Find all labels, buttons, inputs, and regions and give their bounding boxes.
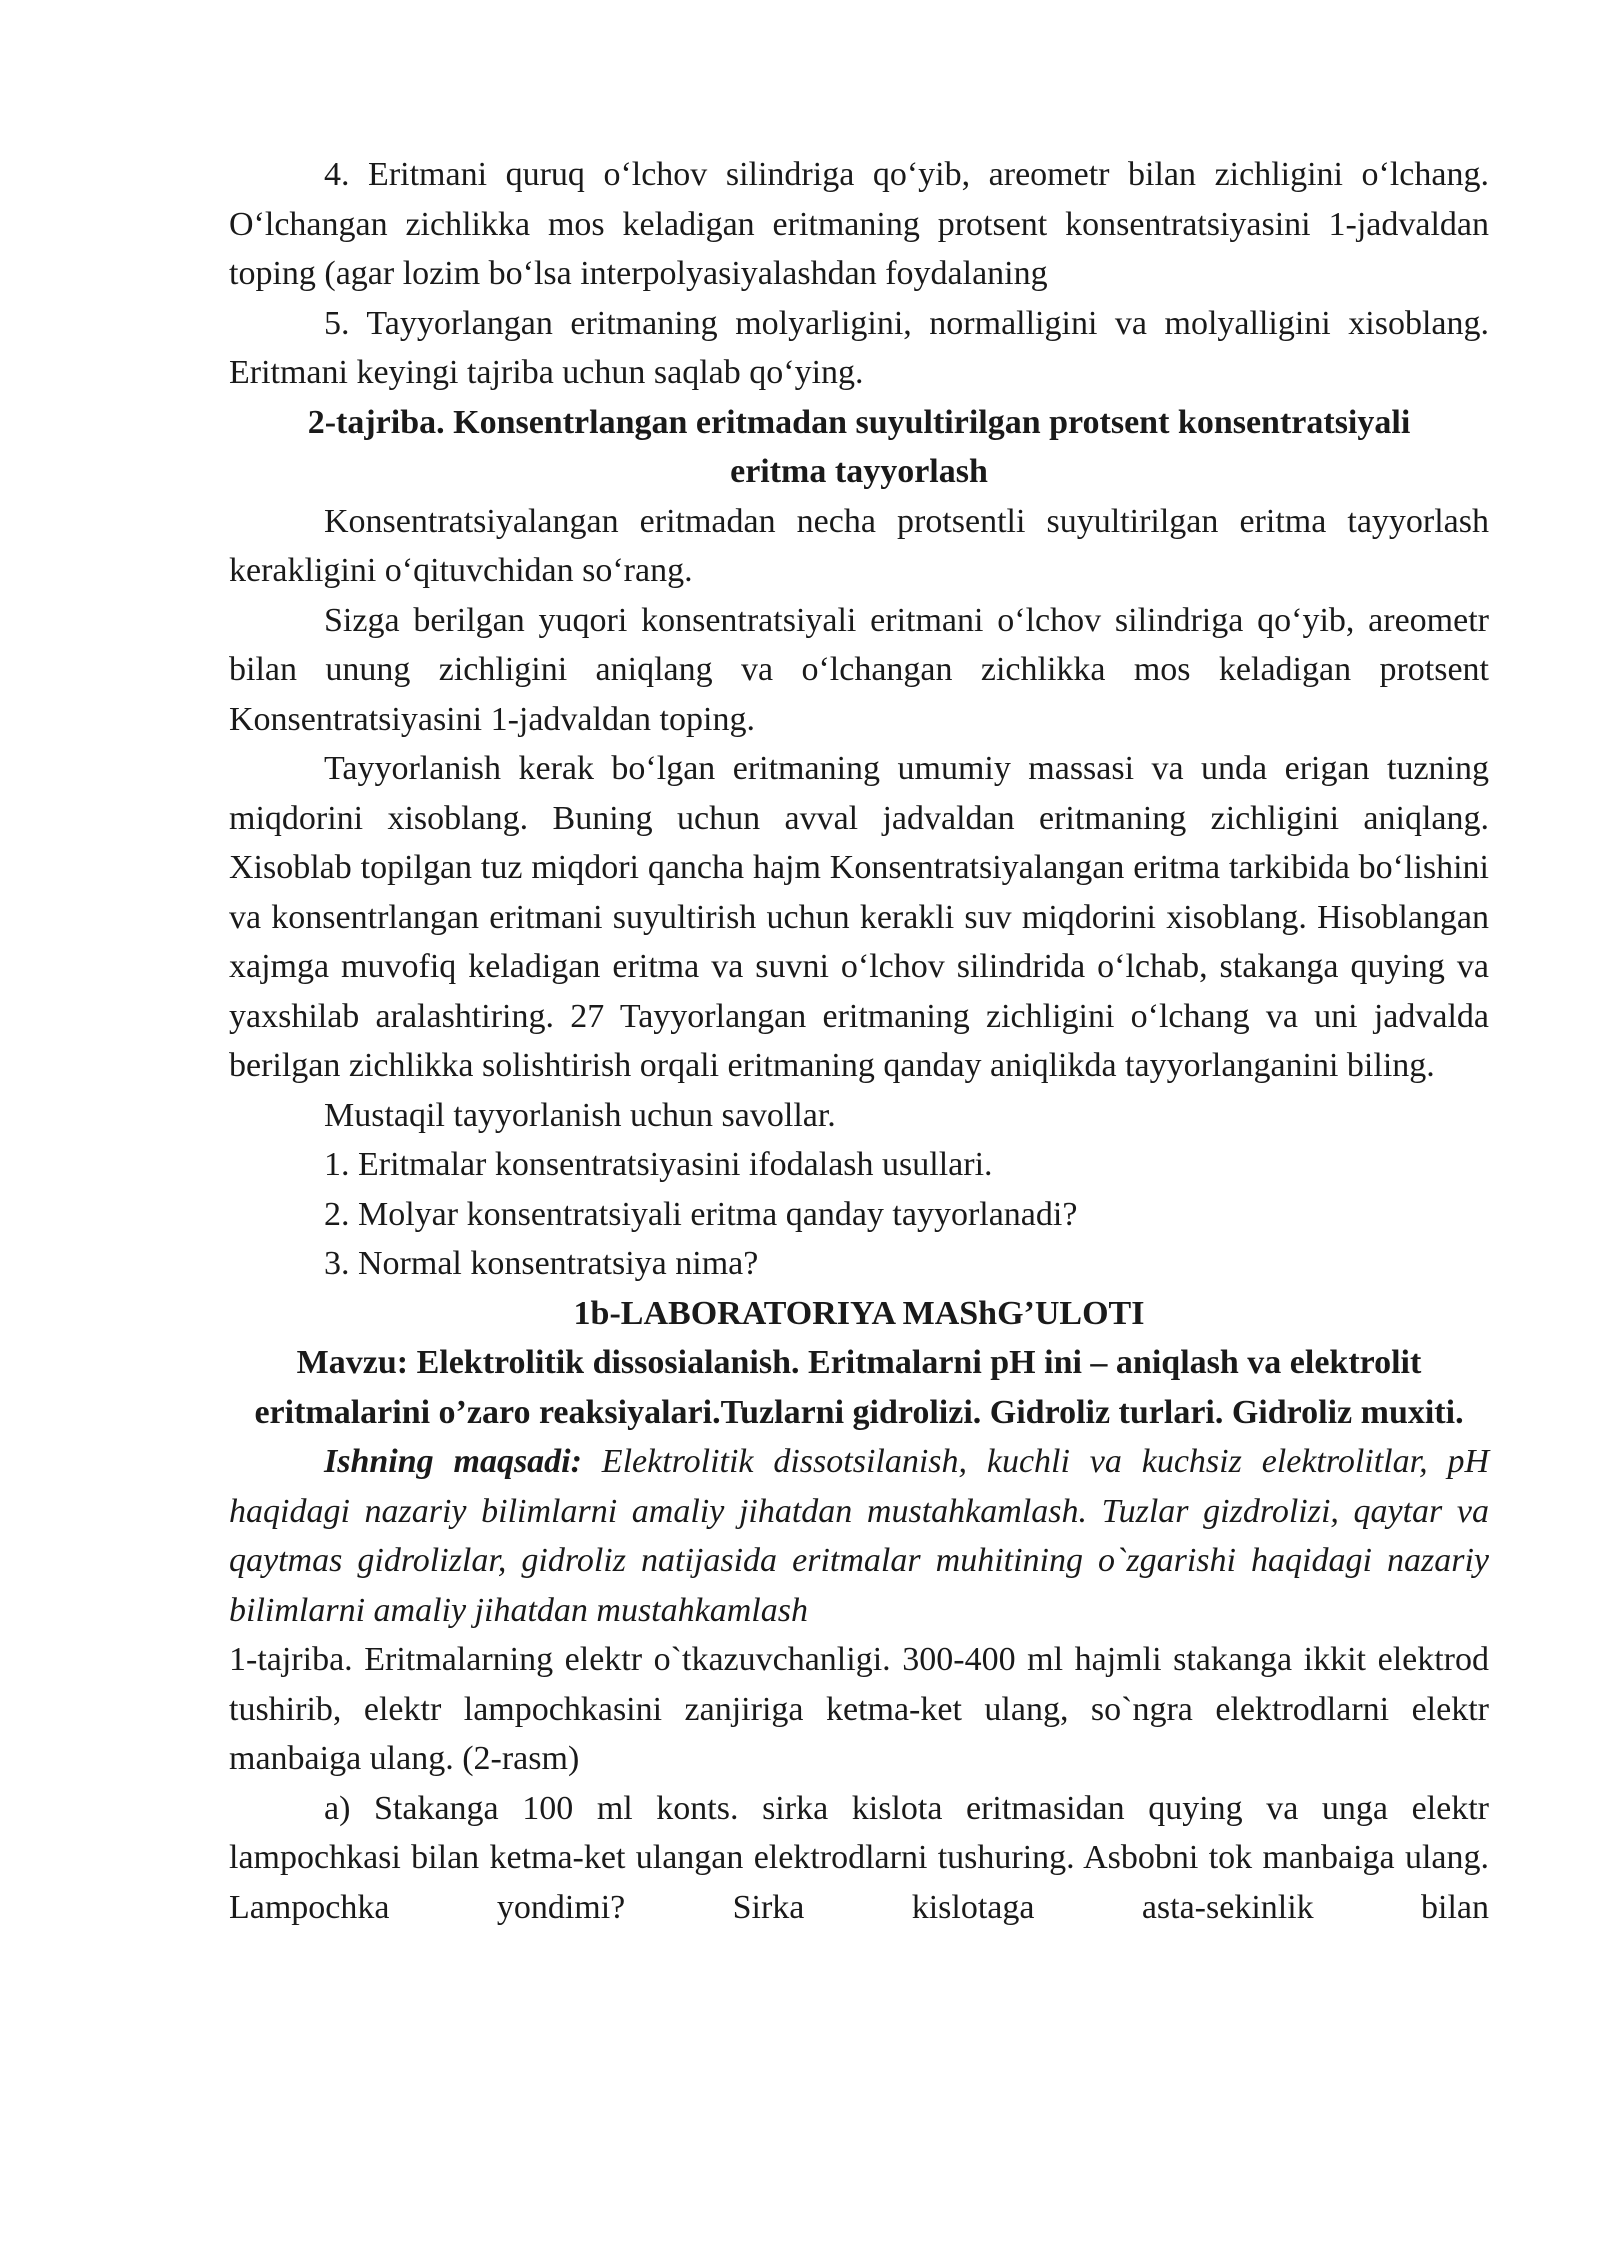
question-3: 3. Normal konsentratsiya nima? <box>324 1245 759 1282</box>
paragraph-ask-teacher: Konsentratsiyalangan eritmadan necha protsentli suyultirilgan eritma tayyorlash kerakligini oʻqituvchidan soʻrang. <box>229 502 1489 589</box>
lab-title: 1b-LABORATORIYA MAShG’ULOTI <box>573 1294 1145 1332</box>
aim-text: Elektrolitik dissotsilanish, kuchli va kuchsiz elektrolitlar, pH haqidagi nazariy bilimlarni amaliy jihatdan mustahkamlash. Tuzlar gizdrolizi, qaytar va qaytmas gidrolizlar, gidroliz natijasida eritmalar muhitining o`zgarishi haqidagi nazariy bilimlarni amaliy jihatdan mustahkamlash <box>229 1443 1489 1629</box>
experiment-1-paragraph: 1-tajriba. Eritmalarning elektr o`tkazuvchanligi. 300-400 ml hajmli stakanga ikkit elektrod tushirib, elektr lampochkasini zanjiriga ketma-ket ulang, so`ngra elektrodlarni elektr manbaiga ulang. (2-rasm) <box>229 1641 1489 1777</box>
paragraph-step-5: 5. Tayyorlangan eritmaning molyarligini, normalligini va molyalligini xisoblang. Eritmani keyingi tajriba uchun saqlab qoʻying. <box>229 304 1489 391</box>
questions-title: Mustaqil tayyorlanish uchun savollar. <box>324 1096 836 1134</box>
experiment-2-heading: 2-tajriba. Konsentrlangan eritmadan suyultirilgan protsent konsentratsiyali eritma tayyorlash <box>307 403 1411 490</box>
topic-heading: Mavzu: Elektrolitik dissosialanish. Eritmalarni pH ini – aniqlash va elektrolit eritmalarini o’zaro reaksiyalari.Tuzlarni gidrolizi. Gidroliz turlari. Gidroliz muxiti. <box>254 1344 1464 1431</box>
aim-label: Ishning maqsadi: <box>324 1443 582 1480</box>
paragraph-step-a: a) Stakanga 100 ml konts. sirka kislota eritmasidan quying va unga elektr lampochkasi bilan ketma-ket ulangan elektrodlarni tushuring. Asbobni tok manbaiga ulang. Lampochka yondimi? Sirka kislotaga asta-sekinlik bilan <box>229 1789 1489 1926</box>
aim-paragraph <box>229 1437 1489 1635</box>
paragraph-calculate: Tayyorlanish kerak boʻlgan eritmaning umumiy massasi va unda erigan tuzning miqdorini xisoblang. Buning uchun avval jadvaldan eritmaning zichligini aniqlang. Xisoblab topilgan tuz miqdori qancha hajm Konsentratsiyalangan eritma tarkibida boʻlishini va konsentrlangan eritmani suyultirish uchun kerakli suv miqdorini xisoblang. Hisoblangan xajmga muvofiq keladigan eritma va suvni oʻlchov silindrida oʻlchab, stakanga quying va yaxshilab aralashtiring. 27 Tayyorlangan eritmaning zichligini oʻlchang va uni jadvalda berilgan zichlikka solishtirish orqali eritmaning qanday aniqlikda tayyorlanganini biling. <box>229 750 1489 1084</box>
paragraph-step-4: 4. Eritmani quruq oʻlchov silindriga qoʻyib, areometr bilan zichligini oʻlchang. Oʻlchangan zichlikka mos keladigan eritmaning protsent konsentratsiyasini 1-jadvaldan toping (agar lozim boʻlsa interpolyasiyalashdan foydalaning <box>229 156 1489 292</box>
document-page <box>229 150 1489 1932</box>
paragraph-measure-density: Sizga berilgan yuqori konsentratsiyali eritmani oʻlchov silindriga qoʻyib, areometr bilan unung zichligini aniqlang va oʻlchangan zichlikka mos keladigan protsent Konsentratsiyasini 1-jadvaldan toping. <box>229 601 1489 738</box>
question-1: 1. Eritmalar konsentratsiyasini ifodalash usullari. <box>324 1146 993 1183</box>
question-2: 2. Molyar konsentratsiyali eritma qanday tayyorlanadi? <box>324 1195 1078 1233</box>
